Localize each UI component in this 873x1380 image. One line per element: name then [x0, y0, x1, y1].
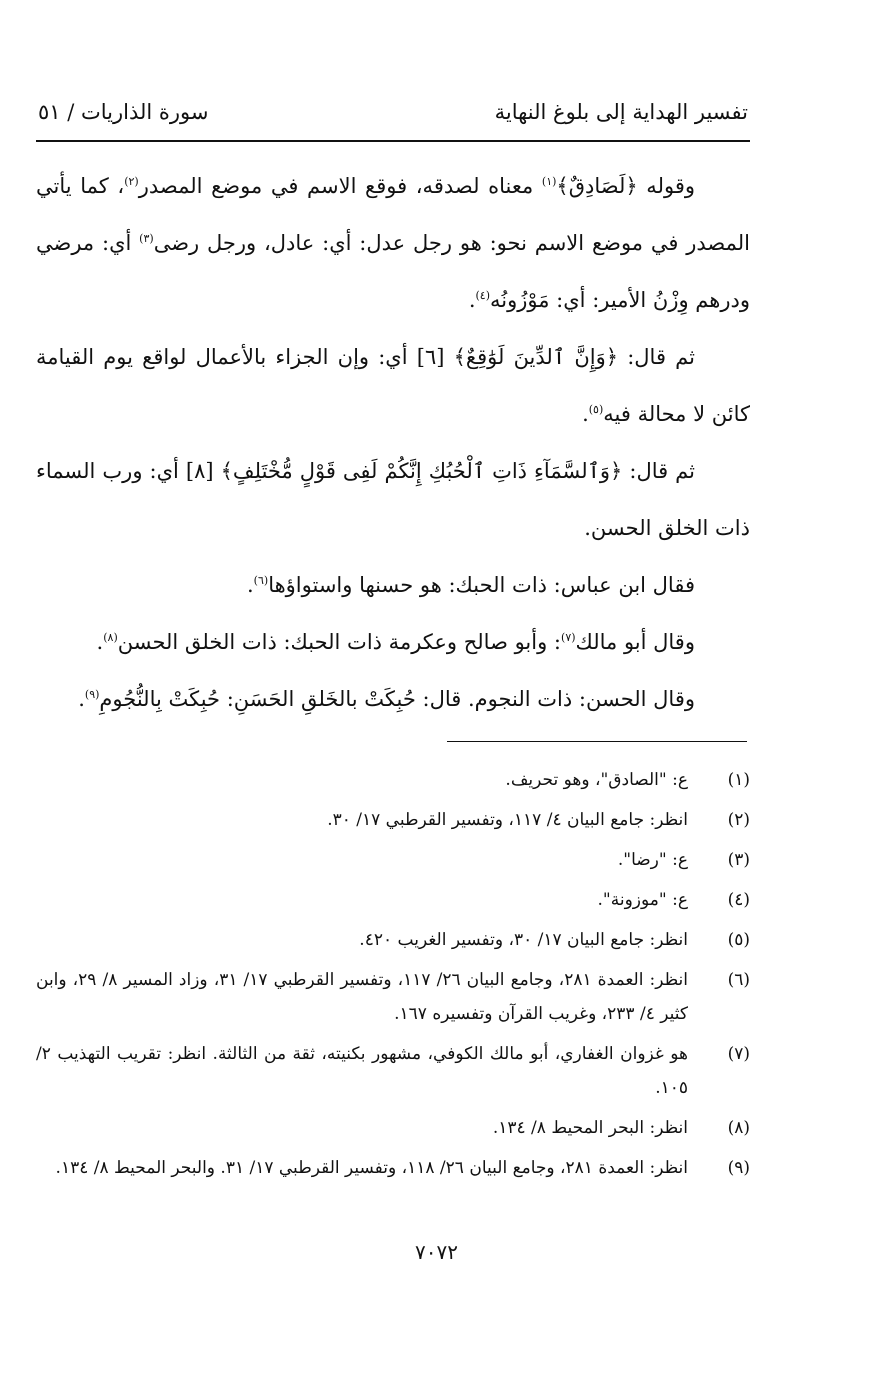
footnote-6: (٦) انظر: العمدة ٢٨١، وجامع البيان ٢٦/ ١١٧، وتفسير القرطبي ١٧/ ٣١، وزاد المسير ٨/ ٢٩، وابن كثير ٤/ ٢٣٣، وغريب القرآن وتفسيره ١٦٧. — [36, 970, 750, 1024]
footnote-ref-5[interactable]: (٥) — [588, 403, 604, 416]
running-header-title: تفسير الهداية إلى بلوغ النهاية — [494, 100, 748, 124]
footnote-ref-3[interactable]: (٣) — [139, 232, 154, 245]
header-rule — [36, 140, 750, 142]
footnote-5: (٥) انظر: جامع البيان ١٧/ ٣٠، وتفسير الغريب ٤٢٠. — [359, 930, 750, 950]
paragraph-4: فقال ابن عباس: ذات الحبك: هو حسنها واستواؤها$^{(٦)}$. — [246, 573, 695, 597]
footnote-ref-7[interactable]: (٧) — [561, 631, 576, 644]
quran-verse-7-8: ﴿وَٱلسَّمَآءِ ذَاتِ ٱلْحُبُكِ إِنَّكُمْ لَفِى قَوْلٍ مُّخْتَلِفٍ﴾ — [220, 459, 623, 483]
footnote-ref-6[interactable]: (٦) — [253, 574, 269, 587]
paragraph-1: وقوله ﴿لَصَادِقٌ﴾$^{(١)}$ معناه لصدقه، فوقع الاسم في موضع المصدر$^{(٢)}$، كما يأتي المصدر في موضع الاسم نحو: هو رجل عدل: أي: عادل، ورجل رضى$^{(٣)}$ أي: مرضي ودرهم وِزْنُ الأمير: أي: مَوْزُونُه$^{(٤)}$. — [36, 174, 750, 312]
paragraph-6: وقال الحسن: ذات النجوم. قال: حُبِكَتْ بالخَلقِ الحَسَنِ: حُبِكَتْ بِالنُّجُومِ$^{(٩)}$. — [78, 687, 695, 711]
footnote-4: (٤) ع: "موزونة". — [597, 890, 750, 910]
footnote-7: (٧) هو غزوان الغفاري، أبو مالك الكوفي، مشهور بكنيته، ثقة من الثالثة. انظر: تقريب التهذيب ٢/ ١٠٥. — [36, 1044, 750, 1098]
footnote-8: (٨) انظر: البحر المحيط ٨/ ١٣٤. — [492, 1118, 750, 1138]
paragraph-5: وقال أبو مالك$^{(٧)}$: وأبو صالح وعكرمة ذات الحبك: ذات الخلق الحسن$^{(٨)}$. — [96, 630, 695, 654]
footnote-9: (٩) انظر: العمدة ٢٨١، وجامع البيان ٢٦/ ١١٨، وتفسير القرطبي ١٧/ ٣١. والبحر المحيط ٨/ ١٣٤. — [55, 1158, 750, 1178]
quran-verse-6: ﴿وَإِنَّ ٱلدِّينَ لَوَٰقِعٌ﴾ — [453, 345, 619, 369]
running-header-surah: سورة الذاريات / ٥١ — [38, 100, 209, 124]
page-number: ٧٠٧٢ — [415, 1240, 458, 1264]
footnote-separator — [447, 741, 747, 742]
footnote-ref-9[interactable]: (٩) — [84, 688, 100, 701]
paragraph-3: ثم قال: ﴿وَٱلسَّمَآءِ ذَاتِ ٱلْحُبُكِ إِنَّكُمْ لَفِى قَوْلٍ مُّخْتَلِفٍ﴾ [٨] أي: ورب السماء ذات الخلق الحسن. — [36, 459, 750, 540]
footnote-ref-2[interactable]: (٢) — [124, 175, 139, 188]
footnote-2: (٢) انظر: جامع البيان ٤/ ١١٧، وتفسير القرطبي ١٧/ ٣٠. — [327, 810, 750, 830]
footnote-ref-4[interactable]: (٤) — [475, 289, 491, 302]
footnote-1: (١) ع: "الصادق"، وهو تحريف. — [505, 770, 750, 790]
footnotes — [36, 763, 750, 1191]
footnote-ref-1[interactable]: (١) — [541, 175, 557, 188]
footnote-ref-8[interactable]: (٨) — [103, 631, 118, 644]
footnote-3: (٣) ع: "رضا". — [617, 850, 750, 870]
paragraph-2: ثم قال: ﴿وَإِنَّ ٱلدِّينَ لَوَٰقِعٌ﴾ [٦] أي: وإن الجزاء بالأعمال لواقع يوم القيامة كائن لا محالة فيه$^{(٥)}$. — [36, 345, 750, 426]
main-text — [36, 158, 750, 728]
